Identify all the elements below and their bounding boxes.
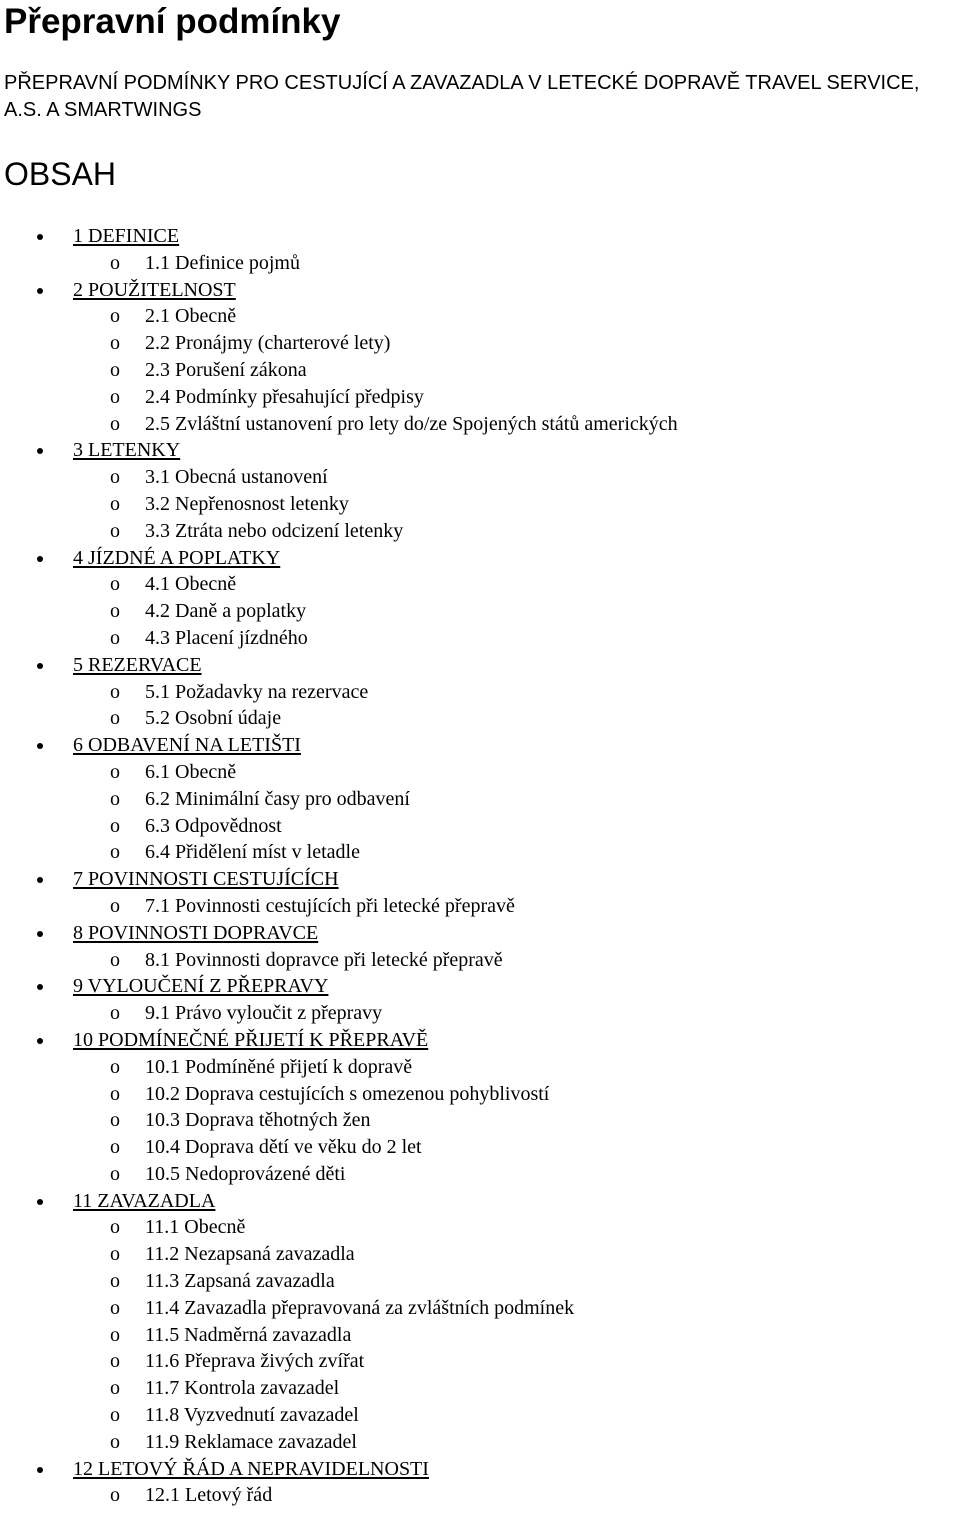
toc-subsection-link[interactable] [0, 1107, 960, 1134]
toc-subsection-link[interactable] [0, 893, 960, 920]
toc-item-label[interactable]: 10.4 Doprava dětí ve věku do 2 let [145, 1136, 422, 1159]
toc-item-label[interactable]: 11.2 Nezapsaná zavazadla [145, 1243, 355, 1266]
toc-item-label[interactable]: 4 JÍZDNÉ A POPLATKY [73, 546, 281, 569]
circle-bullet-icon: o [110, 573, 120, 596]
toc-item-label[interactable]: 11.9 Reklamace zavazadel [145, 1430, 357, 1453]
toc-item-label[interactable]: 2.2 Pronájmy (charterové lety) [145, 332, 391, 355]
toc-subsection-link[interactable] [0, 411, 960, 438]
toc-subsection-link[interactable] [0, 330, 960, 357]
circle-bullet-icon: o [110, 466, 120, 489]
toc-item-label[interactable]: 10.3 Doprava těhotných žen [145, 1109, 371, 1132]
circle-bullet-icon: o [110, 707, 120, 730]
toc-item-label[interactable]: 11.7 Kontrola zavazadel [145, 1377, 340, 1400]
toc-item-label[interactable]: 6 ODBAVENÍ NA LETIŠTI [73, 734, 301, 757]
toc-section-link[interactable] [0, 866, 960, 893]
bullet-icon [37, 931, 43, 937]
circle-bullet-icon: o [110, 1109, 120, 1132]
toc-item-label[interactable]: 2.5 Zvláštní ustanovení pro lety do/ze Spojených států amerických [145, 412, 678, 435]
toc-item-label[interactable]: 1 DEFINICE [73, 225, 180, 247]
bullet-icon [37, 556, 43, 562]
toc-item-label[interactable]: 6.1 Obecně [145, 760, 237, 783]
toc-subsection-link[interactable] [0, 947, 960, 974]
toc-subsection-link[interactable] [0, 598, 960, 625]
toc-section-link[interactable] [0, 920, 960, 947]
toc-item-label[interactable]: 11.8 Vyzvednutí zavazadel [145, 1404, 359, 1427]
circle-bullet-icon: o [110, 894, 120, 917]
toc-item-label[interactable]: 5.2 Osobní údaje [145, 707, 282, 730]
toc-item-label[interactable]: 4.1 Obecně [145, 573, 237, 596]
toc-item-label[interactable]: 7 POVINNOSTI CESTUJÍCÍCH [73, 868, 339, 891]
circle-bullet-icon: o [110, 1216, 120, 1239]
toc-subsection-link[interactable] [0, 357, 960, 384]
toc-item-label[interactable]: 10.5 Nedoprovázené děti [145, 1162, 346, 1185]
toc-subsection-link[interactable] [0, 1000, 960, 1027]
toc-item-label[interactable]: 3 LETENKY [73, 439, 181, 462]
toc-item-label[interactable]: 3.3 Ztráta nebo odcizení letenky [145, 519, 404, 542]
circle-bullet-icon: o [110, 1430, 120, 1453]
circle-bullet-icon: o [110, 305, 120, 328]
page-title: Přepravní podmínky [4, 2, 341, 41]
toc-section-link[interactable] [0, 277, 960, 304]
toc-item-label[interactable]: 9.1 Právo vyloučit z přepravy [145, 1002, 383, 1025]
bullet-icon [37, 877, 43, 883]
toc-section-link[interactable] [0, 652, 960, 679]
circle-bullet-icon: o [110, 1350, 120, 1373]
toc-section-link[interactable] [0, 223, 960, 250]
toc-item-label[interactable]: 1.1 Definice pojmů [145, 251, 300, 274]
circle-bullet-icon: o [110, 626, 120, 649]
circle-bullet-icon: o [110, 600, 120, 623]
circle-bullet-icon: o [110, 1377, 120, 1400]
toc-item-label[interactable]: 11 ZAVAZADLA [73, 1189, 216, 1212]
toc-subsection-link[interactable] [0, 705, 960, 732]
toc-item-label[interactable]: 8.1 Povinnosti dopravce při letecké přepravě [145, 948, 503, 971]
document-subtitle: PŘEPRAVNÍ PODMÍNKY PRO CESTUJÍCÍ A ZAVAZADLA V LETECKÉ DOPRAVĚ TRAVEL SERVICE, A.S. A SMARTWINGS [4, 72, 920, 121]
toc-item-label[interactable]: 9 VYLOUČENÍ Z PŘEPRAVY [73, 975, 329, 998]
bullet-icon [37, 984, 43, 990]
toc-subsection-link[interactable] [0, 1214, 960, 1241]
toc-subsection-link[interactable] [0, 1241, 960, 1268]
circle-bullet-icon: o [110, 412, 120, 435]
circle-bullet-icon: o [110, 1296, 120, 1319]
toc-item-label[interactable]: 6.3 Odpovědnost [145, 814, 282, 837]
toc-subsection-link[interactable] [0, 250, 960, 277]
toc-section-link[interactable] [0, 1456, 960, 1483]
toc-subsection-link[interactable] [0, 1482, 960, 1509]
toc-subsection-link[interactable] [0, 1295, 960, 1322]
toc-item-label[interactable]: 12.1 Letový řád [145, 1484, 273, 1507]
bullet-icon [37, 1038, 43, 1044]
toc-section-link[interactable] [0, 1188, 960, 1215]
bullet-icon [37, 448, 43, 454]
toc-subsection-link[interactable] [0, 464, 960, 491]
circle-bullet-icon: o [110, 1404, 120, 1427]
circle-bullet-icon: o [110, 251, 120, 274]
toc-item-label[interactable]: 11.1 Obecně [145, 1216, 246, 1239]
toc-subsection-link[interactable] [0, 679, 960, 706]
circle-bullet-icon: o [110, 1136, 120, 1159]
toc-subsection-link[interactable] [0, 1081, 960, 1108]
toc-subsection-link[interactable] [0, 813, 960, 840]
circle-bullet-icon: o [110, 948, 120, 971]
circle-bullet-icon: o [110, 814, 120, 837]
bullet-icon [37, 288, 43, 294]
toc-item-label[interactable]: 2.3 Porušení zákona [145, 358, 307, 381]
toc-item-label[interactable]: 10.2 Doprava cestujících s omezenou pohyblivostí [145, 1082, 550, 1105]
bullet-icon [37, 1467, 43, 1473]
circle-bullet-icon: o [110, 1162, 120, 1185]
toc-item-label[interactable]: 4.3 Placení jízdného [145, 626, 308, 649]
toc-subsection-link[interactable] [0, 1375, 960, 1402]
circle-bullet-icon: o [110, 760, 120, 783]
circle-bullet-icon: o [110, 1243, 120, 1266]
circle-bullet-icon: o [110, 1055, 120, 1078]
toc-section-link[interactable] [0, 1027, 960, 1054]
circle-bullet-icon: o [110, 1002, 120, 1025]
toc-item-label[interactable]: 5.1 Požadavky na rezervace [145, 680, 369, 703]
bullet-icon [37, 743, 43, 749]
toc-subsection-link[interactable] [0, 1322, 960, 1349]
toc-item-label[interactable]: 11.3 Zapsaná zavazadla [145, 1270, 335, 1293]
toc-item-label[interactable]: 2 POUŽITELNOST [73, 278, 236, 301]
toc-item-label[interactable]: 8 POVINNOSTI DOPRAVCE [73, 921, 319, 944]
toc-subsection-link[interactable] [0, 1348, 960, 1375]
circle-bullet-icon: o [110, 787, 120, 810]
toc-item-label[interactable]: 11.6 Přeprava živých zvířat [145, 1350, 365, 1373]
toc-item-label[interactable]: 10.1 Podmíněné přijetí k dopravě [145, 1055, 413, 1078]
circle-bullet-icon: o [110, 841, 120, 864]
bullet-icon [37, 1199, 43, 1205]
toc-subsection-link[interactable] [0, 1268, 960, 1295]
toc-section-link[interactable] [0, 973, 960, 1000]
bullet-icon [37, 234, 43, 240]
toc-section-link[interactable] [0, 437, 960, 464]
toc-section-link[interactable] [0, 732, 960, 759]
circle-bullet-icon: o [110, 1270, 120, 1293]
circle-bullet-icon: o [110, 519, 120, 542]
toc-subsection-link[interactable] [0, 1161, 960, 1188]
toc-subsection-link[interactable] [0, 1402, 960, 1429]
toc-item-label[interactable]: 3.2 Nepřenosnost letenky [145, 492, 349, 515]
circle-bullet-icon: o [110, 1323, 120, 1346]
toc-item-label[interactable]: 7.1 Povinnosti cestujících při letecké přepravě [145, 894, 515, 917]
toc-subsection-link[interactable] [0, 571, 960, 598]
toc-item-label[interactable]: 11.5 Nadměrná zavazadla [145, 1323, 352, 1346]
circle-bullet-icon: o [110, 680, 120, 703]
toc-item-label[interactable]: 2.1 Obecně [145, 305, 237, 328]
toc-subsection-link[interactable] [0, 518, 960, 545]
toc-item-label[interactable]: 11.4 Zavazadla přepravovaná za zvláštních podmínek [145, 1296, 575, 1319]
toc-section-link[interactable] [0, 545, 960, 572]
toc-subsection-link[interactable] [0, 491, 960, 518]
table-of-contents [0, 223, 960, 1509]
circle-bullet-icon: o [110, 385, 120, 408]
toc-subsection-link[interactable] [0, 1134, 960, 1161]
toc-item-label[interactable]: 3.1 Obecná ustanovení [145, 466, 328, 489]
circle-bullet-icon: o [110, 1082, 120, 1105]
toc-item-label[interactable]: 2.4 Podmínky přesahující předpisy [145, 385, 424, 408]
toc-subsection-link[interactable] [0, 1429, 960, 1456]
circle-bullet-icon: o [110, 332, 120, 355]
toc-subsection-link[interactable] [0, 303, 960, 330]
toc-item-label[interactable]: 10 PODMÍNEČNÉ PŘIJETÍ K PŘEPRAVĚ [73, 1028, 429, 1051]
toc-heading: OBSAH [4, 156, 117, 192]
toc-subsection-link[interactable] [0, 839, 960, 866]
toc-subsection-link[interactable] [0, 625, 960, 652]
circle-bullet-icon: o [110, 1484, 120, 1507]
circle-bullet-icon: o [110, 358, 120, 381]
toc-item-label[interactable]: 4.2 Daně a poplatky [145, 600, 307, 623]
toc-item-label[interactable]: 6.4 Přidělení míst v letadle [145, 841, 360, 864]
toc-item-label[interactable]: 12 LETOVÝ ŘÁD A NEPRAVIDELNOSTI [73, 1457, 429, 1480]
toc-subsection-link[interactable] [0, 1054, 960, 1081]
toc-subsection-link[interactable] [0, 759, 960, 786]
toc-subsection-link[interactable] [0, 384, 960, 411]
toc-item-label[interactable]: 5 REZERVACE [73, 653, 202, 676]
bullet-icon [37, 663, 43, 669]
circle-bullet-icon: o [110, 492, 120, 515]
toc-subsection-link[interactable] [0, 786, 960, 813]
toc-item-label[interactable]: 6.2 Minimální časy pro odbavení [145, 787, 410, 810]
